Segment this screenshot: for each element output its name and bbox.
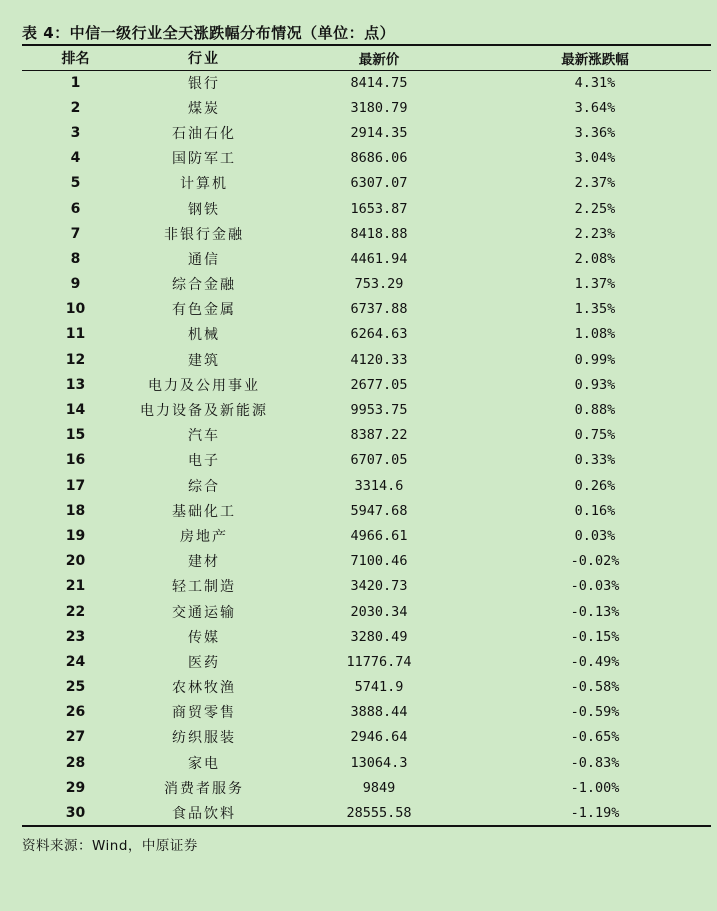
change-cell: -0.58% (570, 679, 620, 696)
industry-cell: 电力及公用事业 (148, 377, 260, 394)
change-cell: 2.23% (574, 225, 616, 242)
table-row (22, 624, 711, 649)
table-row (22, 297, 711, 322)
table-row (22, 750, 711, 775)
change-cell: 0.33% (574, 452, 616, 469)
industry-cell: 国防军工 (172, 151, 236, 168)
rank-cell: 1 (70, 74, 81, 91)
change-cell: 0.16% (574, 502, 616, 519)
rank-cell: 25 (65, 679, 86, 696)
industry-cell: 通信 (188, 251, 220, 268)
table-row (22, 574, 711, 599)
rank-cell: 29 (65, 779, 86, 796)
price-cell: 3280.49 (350, 628, 408, 645)
table-row (22, 523, 711, 548)
price-cell: 6264.63 (350, 326, 408, 343)
rank-cell: 4 (70, 150, 81, 167)
table-row (22, 272, 711, 297)
industry-cell: 煤炭 (188, 100, 220, 117)
rank-cell: 18 (65, 502, 86, 519)
table-body (22, 70, 711, 826)
rank-cell: 27 (65, 729, 86, 746)
price-cell: 8686.06 (350, 150, 408, 167)
price-cell: 4120.33 (350, 351, 408, 368)
table-row (22, 549, 711, 574)
table-row (22, 246, 711, 271)
rank-cell: 9 (70, 276, 81, 293)
rank-cell: 19 (65, 527, 86, 544)
source-note: 资料来源：Wind，中原证券 (22, 838, 198, 854)
change-cell: -0.83% (570, 754, 620, 771)
rank-cell: 21 (65, 578, 86, 595)
change-cell: 4.31% (574, 74, 616, 91)
price-cell: 6307.07 (350, 175, 408, 192)
table-row (22, 599, 711, 624)
price-cell: 3420.73 (350, 578, 408, 595)
rank-cell: 28 (65, 754, 86, 771)
table-row (22, 675, 711, 700)
table-row (22, 70, 711, 95)
rank-cell: 13 (65, 376, 86, 393)
table-row (22, 196, 711, 221)
table-row (22, 372, 711, 397)
change-cell: 0.99% (574, 351, 616, 368)
table-row (22, 649, 711, 674)
change-cell: 1.37% (574, 276, 616, 293)
table-row (22, 775, 711, 800)
change-cell: 1.35% (574, 301, 616, 318)
industry-cell: 传媒 (188, 629, 220, 646)
header-row (22, 45, 711, 70)
price-cell: 5741.9 (354, 679, 404, 696)
rank-cell: 6 (70, 200, 81, 217)
change-cell: -0.49% (570, 653, 620, 670)
rank-cell: 3 (70, 124, 81, 141)
industry-cell: 电力设备及新能源 (140, 403, 268, 420)
table-header (22, 45, 711, 70)
industry-cell: 银行 (188, 75, 220, 92)
price-cell: 4966.61 (350, 527, 408, 544)
rank-cell: 15 (65, 427, 86, 444)
industry-cell: 非银行金融 (164, 226, 244, 243)
change-cell: -0.02% (570, 553, 620, 570)
industry-cell: 计算机 (180, 176, 228, 193)
industry-cell: 家电 (188, 755, 220, 772)
price-cell: 2030.34 (350, 603, 408, 620)
price-cell: 9953.75 (350, 402, 408, 419)
price-cell: 5947.68 (350, 502, 408, 519)
industry-cell: 综合 (188, 478, 220, 495)
table-row (22, 700, 711, 725)
rank-cell: 10 (65, 301, 86, 318)
industry-cell: 建筑 (188, 352, 220, 369)
table-row (22, 800, 711, 825)
table-row (22, 322, 711, 347)
price-cell: 4461.94 (350, 250, 408, 267)
change-cell: 1.08% (574, 326, 616, 343)
rank-cell: 2 (70, 99, 81, 116)
table-row (22, 146, 711, 171)
change-cell: -1.19% (479, 800, 711, 825)
header-rank: 排名 (22, 45, 129, 70)
table-row (22, 95, 711, 120)
industry-cell: 石油石化 (172, 125, 236, 142)
price-cell: 9849 (362, 779, 396, 796)
table-row (22, 397, 711, 422)
rank-cell: 16 (65, 452, 86, 469)
change-cell: 3.64% (574, 99, 616, 116)
table-row (22, 725, 711, 750)
price-cell: 753.29 (354, 276, 404, 293)
price-cell: 6707.05 (350, 452, 408, 469)
table-row (22, 171, 711, 196)
industry-cell: 医药 (188, 654, 220, 671)
rank-cell: 7 (70, 225, 81, 242)
header-industry: 行业 (129, 45, 279, 70)
industry-table-container (22, 44, 711, 827)
industry-cell: 消费者服务 (164, 780, 244, 797)
price-cell: 11776.74 (346, 653, 412, 670)
table-row (22, 120, 711, 145)
industry-change-table (22, 44, 711, 827)
rank-cell: 5 (70, 175, 81, 192)
price-cell: 13064.3 (350, 754, 408, 771)
change-cell: -0.03% (570, 578, 620, 595)
table-row (22, 498, 711, 523)
change-cell: 3.36% (574, 124, 616, 141)
price-cell: 7100.46 (350, 553, 408, 570)
rank-cell: 22 (65, 603, 86, 620)
header-price: 最新价 (279, 45, 479, 70)
industry-cell: 纺织服装 (172, 730, 236, 747)
rank-cell: 20 (65, 553, 86, 570)
rank-cell: 26 (65, 704, 86, 721)
change-cell: 2.08% (574, 250, 616, 267)
price-cell: 3180.79 (350, 99, 408, 116)
price-cell: 28555.58 (279, 800, 479, 825)
rank-cell: 17 (65, 477, 86, 494)
price-cell: 6737.88 (350, 301, 408, 318)
change-cell: 0.93% (574, 376, 616, 393)
industry-cell: 食品饮料 (129, 800, 279, 825)
industry-cell: 汽车 (188, 428, 220, 445)
change-cell: 0.26% (574, 477, 616, 494)
price-cell: 8387.22 (350, 427, 408, 444)
change-cell: 2.25% (574, 200, 616, 217)
change-cell: 3.04% (574, 150, 616, 167)
rank-cell: 24 (65, 653, 86, 670)
industry-cell: 商贸零售 (172, 705, 236, 722)
price-cell: 3888.44 (350, 704, 408, 721)
change-cell: 0.88% (574, 402, 616, 419)
table-row (22, 347, 711, 372)
price-cell: 3314.6 (354, 477, 404, 494)
industry-cell: 交通运输 (172, 604, 236, 621)
change-cell: 2.37% (574, 175, 616, 192)
rank-cell: 11 (65, 326, 86, 343)
change-cell: -1.00% (570, 779, 620, 796)
rank-cell: 12 (65, 351, 86, 368)
industry-cell: 综合金融 (172, 277, 236, 294)
price-cell: 2946.64 (350, 729, 408, 746)
rank-cell: 30 (22, 800, 129, 825)
industry-cell: 电子 (188, 453, 220, 470)
change-cell: 0.03% (574, 527, 616, 544)
price-cell: 1653.87 (350, 200, 408, 217)
industry-cell: 轻工制造 (172, 579, 236, 596)
price-cell: 2677.05 (350, 376, 408, 393)
table-title: 表 4：中信一级行业全天涨跌幅分布情况（单位：点） (22, 24, 396, 42)
change-cell: -0.65% (570, 729, 620, 746)
change-cell: -0.13% (570, 603, 620, 620)
industry-cell: 机械 (188, 327, 220, 344)
change-cell: -0.59% (570, 704, 620, 721)
industry-cell: 建材 (188, 554, 220, 571)
change-cell: 0.75% (574, 427, 616, 444)
rank-cell: 23 (65, 628, 86, 645)
industry-cell: 有色金属 (172, 302, 236, 319)
industry-cell: 基础化工 (172, 503, 236, 520)
rank-cell: 14 (65, 402, 86, 419)
table-row (22, 473, 711, 498)
industry-cell: 房地产 (180, 528, 228, 545)
industry-cell: 农林牧渔 (172, 680, 236, 697)
price-cell: 8418.88 (350, 225, 408, 242)
rank-cell: 8 (70, 250, 81, 267)
price-cell: 2914.35 (350, 124, 408, 141)
table-row (22, 448, 711, 473)
change-cell: -0.15% (570, 628, 620, 645)
header-change: 最新涨跌幅 (479, 45, 711, 70)
table-row (22, 221, 711, 246)
table-row (22, 423, 711, 448)
industry-cell: 钢铁 (188, 201, 220, 218)
price-cell: 8414.75 (350, 74, 408, 91)
